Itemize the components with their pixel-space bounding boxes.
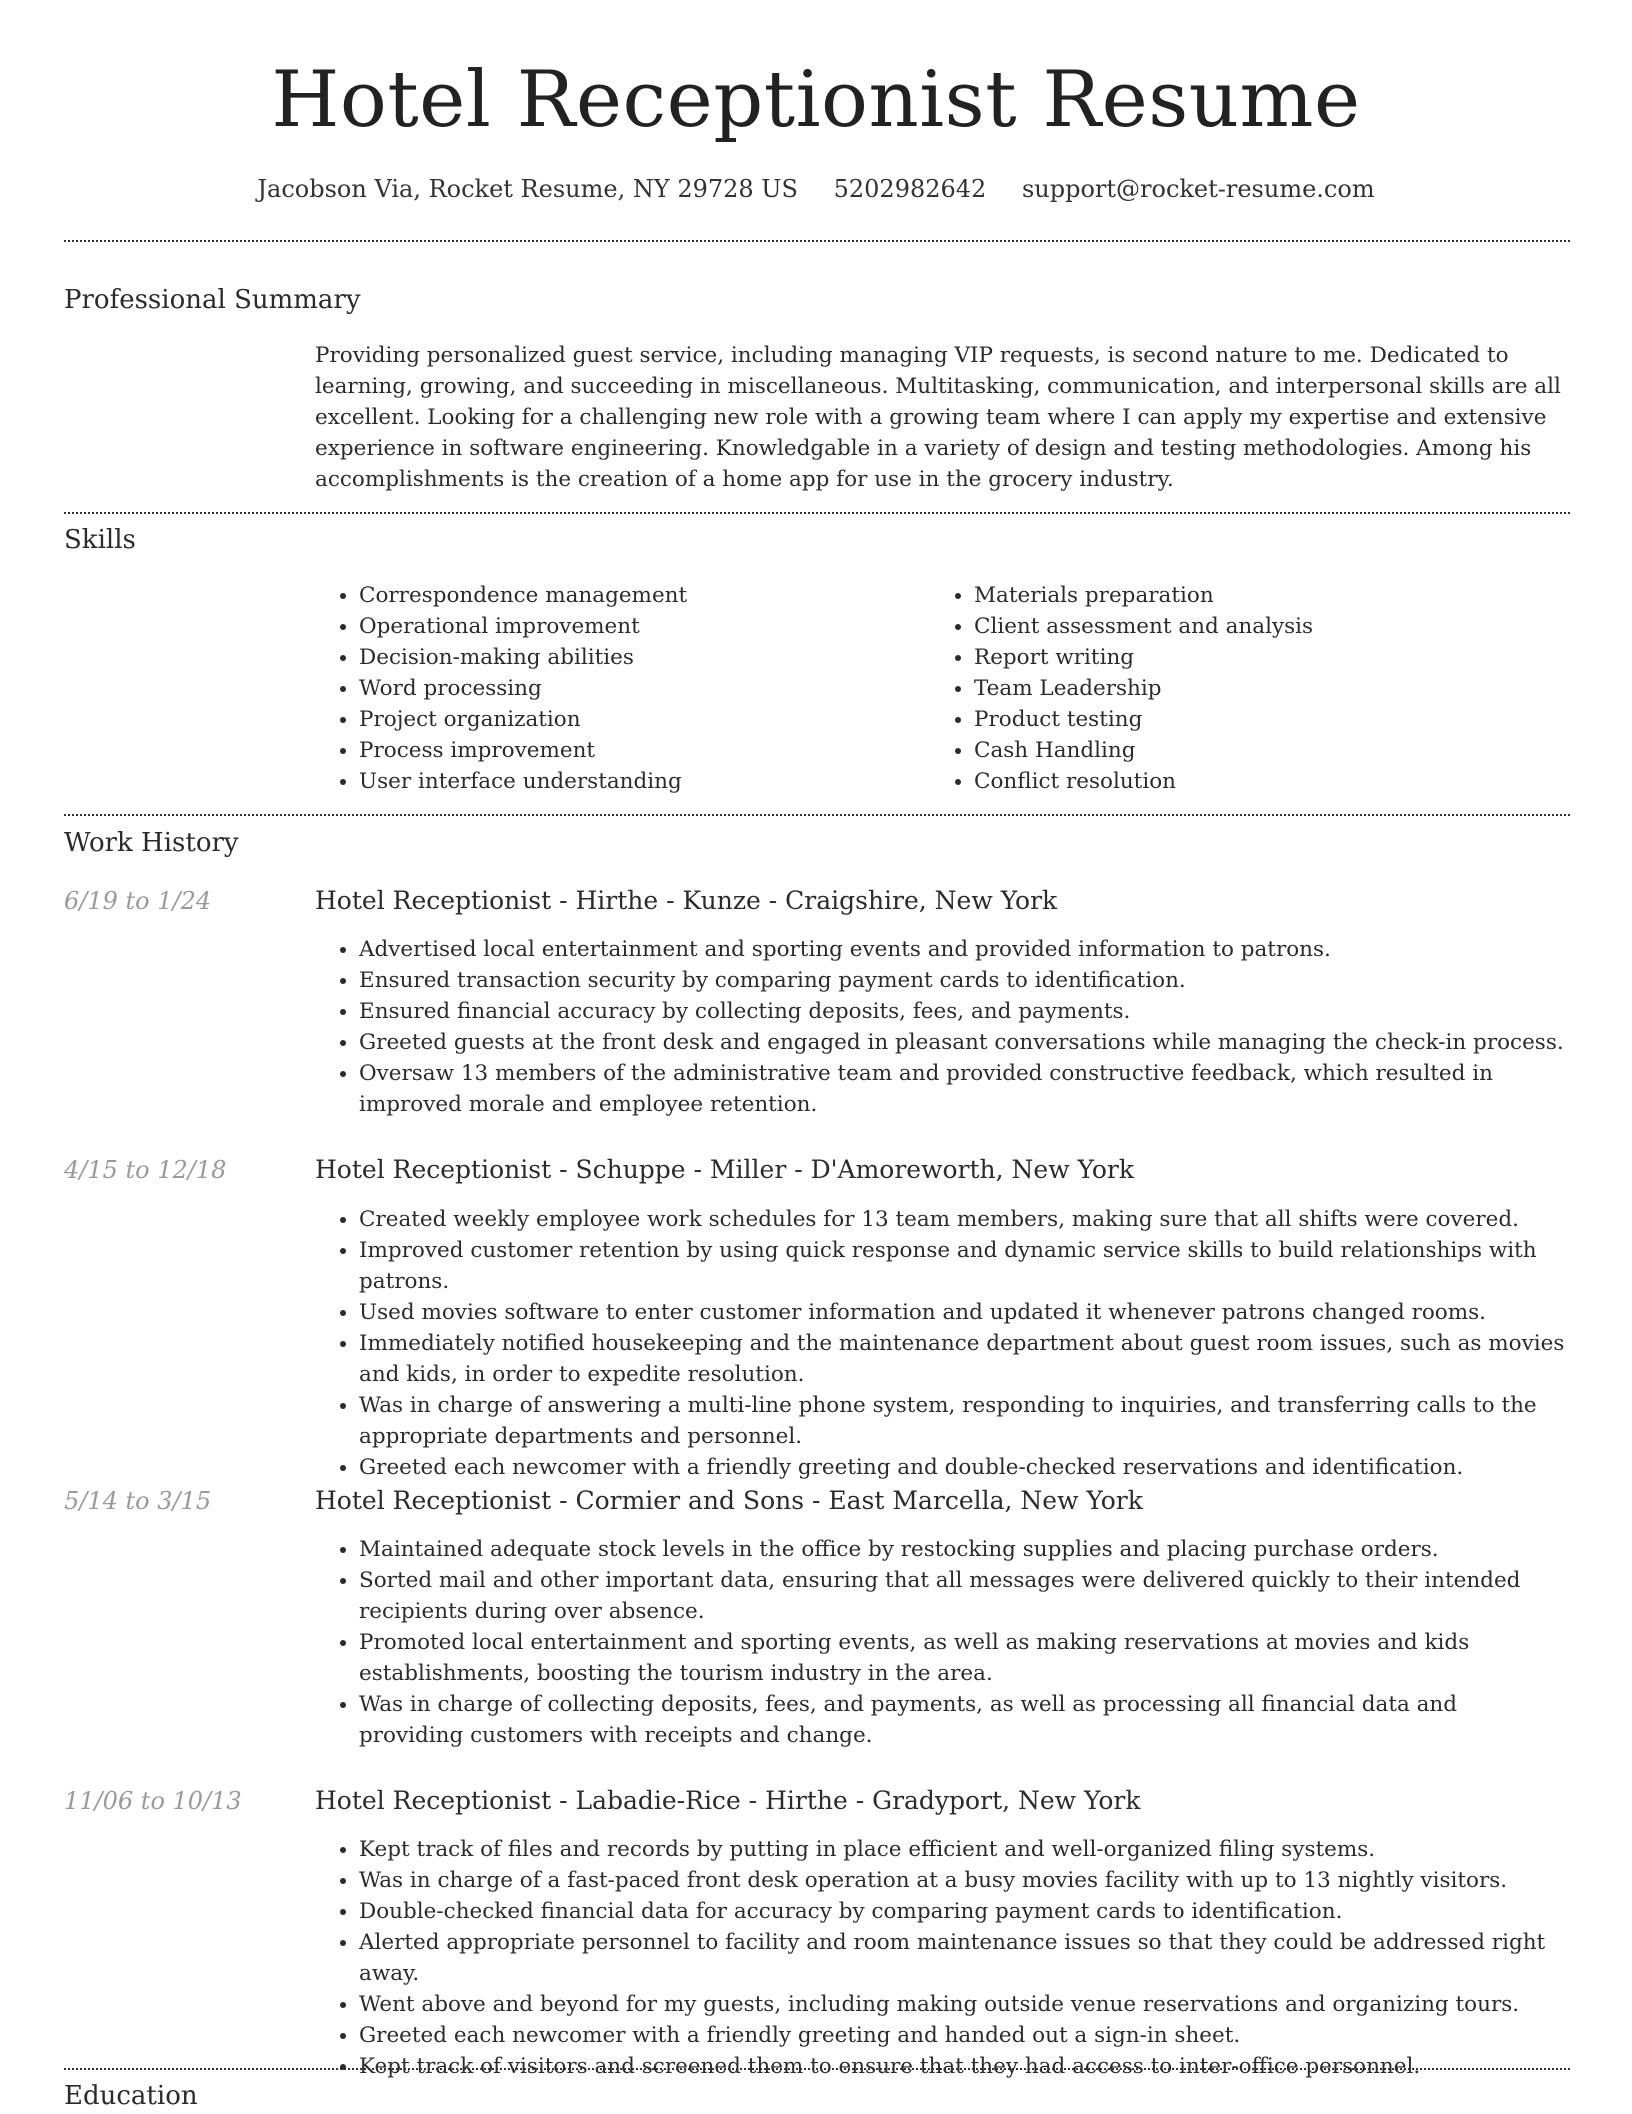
job-dates: 5/14 to 3/15 (64, 1487, 212, 1515)
summary-text: Providing personalized guest service, including managing VIP requests, is second nature to me. Dedicated to learning, growing, and succeeding in miscellaneous. Multitasking, communication, and interpersonal skills are all excellent. Looking for a challenging new role with a growing team where I can apply my expertise and extensive experience in software engineering. Knowledgable in a variety of design and testing methodologies. Among his accomplishments is the creation of a home app for use in the grocery industry. (315, 343, 1561, 492)
job-bullet: • Oversaw 13 members of the administrative team and provided constructive feedback, which resulted in improved morale and employee retention. (359, 1058, 1565, 1120)
skills-list-left (315, 580, 959, 797)
section-divider (64, 512, 1570, 514)
job-bullet: • Greeted guests at the front desk and engaged in pleasant conversations while managing the check-in process. (359, 1027, 1565, 1058)
resume-title: Hotel Receptionist Resume (271, 55, 1361, 145)
section-divider (64, 240, 1570, 242)
job-bullet: • Went above and beyond for my guests, including making outside venue reservations and organizing tours. (359, 1989, 1565, 2020)
job-title: Hotel Receptionist - Labadie-Rice - Hirthe - Gradyport, New York (315, 1786, 1141, 1815)
job-bullet: • Kept track of visitors and screened them to ensure that they had access to inter-office personnel. (359, 2051, 1565, 2082)
job-bullet: • Alerted appropriate personnel to facility and room maintenance issues so that they could be addressed right away. (359, 1927, 1565, 1989)
job-bullets (315, 934, 1565, 1120)
job-dates: 6/19 to 1/24 (64, 887, 212, 915)
job-bullet: • Kept track of files and records by putting in place efficient and well-organized filing systems. (359, 1834, 1565, 1865)
skill-item: • Correspondence management (359, 580, 959, 611)
job-bullet: • Was in charge of a fast-paced front desk operation at a busy movies facility with up to 13 nightly visitors. (359, 1865, 1565, 1896)
education-heading: Education (64, 2081, 198, 2111)
job-bullet: • Was in charge of answering a multi-line phone system, responding to inquiries, and transferring calls to the appropriate departments and personnel. (359, 1390, 1565, 1452)
contact-phone: 5202982642 (833, 175, 987, 203)
skill-item: • Word processing (359, 673, 959, 704)
work-history-heading: Work History (64, 828, 239, 858)
job-title: Hotel Receptionist - Hirthe - Kunze - Craigshire, New York (315, 886, 1058, 915)
job-bullet: • Improved customer retention by using quick response and dynamic service skills to build relationships with patrons. (359, 1235, 1565, 1297)
job-bullet: • Promoted local entertainment and sporting events, as well as making reservations at movies and kids establishments, boosting the tourism industry in the area. (359, 1627, 1565, 1689)
skill-item: • Materials preparation (974, 580, 1594, 611)
skill-item: • Process improvement (359, 735, 959, 766)
job-bullet: • Ensured financial accuracy by collecting deposits, fees, and payments. (359, 996, 1565, 1027)
skill-item: • Team Leadership (974, 673, 1594, 704)
skill-item: • Report writing (974, 642, 1594, 673)
skill-item: • User interface understanding (359, 766, 959, 797)
skill-item: • Client assessment and analysis (974, 611, 1594, 642)
job-bullet: • Sorted mail and other important data, ensuring that all messages were delivered quickly to their intended recipients during over absence. (359, 1565, 1565, 1627)
job-dates: 11/06 to 10/13 (64, 1787, 242, 1815)
skills-heading: Skills (64, 525, 136, 555)
skill-item: • Conflict resolution (974, 766, 1594, 797)
section-divider (64, 2068, 1570, 2070)
contact-email: support@rocket-resume.com (1021, 175, 1375, 203)
job-bullets (315, 1204, 1565, 1483)
job-bullet: • Advertised local entertainment and sporting events and provided information to patrons. (359, 934, 1565, 965)
job-bullet: • Was in charge of collecting deposits, fees, and payments, as well as processing all financial data and providing customers with receipts and change. (359, 1689, 1565, 1751)
job-bullet: • Greeted each newcomer with a friendly greeting and handed out a sign-in sheet. (359, 2020, 1565, 2051)
skill-item: • Decision-making abilities (359, 642, 959, 673)
contact-address: Jacobson Via, Rocket Resume, NY 29728 US (257, 175, 798, 203)
job-title: Hotel Receptionist - Schuppe - Miller - D'Amoreworth, New York (315, 1155, 1135, 1184)
summary-heading: Professional Summary (64, 285, 361, 315)
contact-line (0, 171, 1632, 207)
skill-item: • Project organization (359, 704, 959, 735)
job-bullets (315, 1834, 1565, 2082)
job-bullet: • Created weekly employee work schedules for 13 team members, making sure that all shifts were covered. (359, 1204, 1565, 1235)
skills-list-right (930, 580, 1594, 797)
skill-item: • Cash Handling (974, 735, 1594, 766)
job-bullet: • Used movies software to enter customer information and updated it whenever patrons changed rooms. (359, 1297, 1565, 1328)
section-divider (64, 814, 1570, 816)
job-title: Hotel Receptionist - Cormier and Sons - East Marcella, New York (315, 1486, 1143, 1515)
job-bullet: • Greeted each newcomer with a friendly greeting and double-checked reservations and identification. (359, 1452, 1565, 1483)
job-bullet: • Maintained adequate stock levels in the office by restocking supplies and placing purchase orders. (359, 1534, 1565, 1565)
skill-item: • Product testing (974, 704, 1594, 735)
skill-item: • Operational improvement (359, 611, 959, 642)
job-bullet: • Ensured transaction security by comparing payment cards to identification. (359, 965, 1565, 996)
job-bullet: • Double-checked financial data for accuracy by comparing payment cards to identification. (359, 1896, 1565, 1927)
job-dates: 4/15 to 12/18 (64, 1156, 227, 1184)
job-bullet: • Immediately notified housekeeping and the maintenance department about guest room issues, such as movies and kids, in order to expedite resolution. (359, 1328, 1565, 1390)
job-bullets (315, 1534, 1565, 1751)
